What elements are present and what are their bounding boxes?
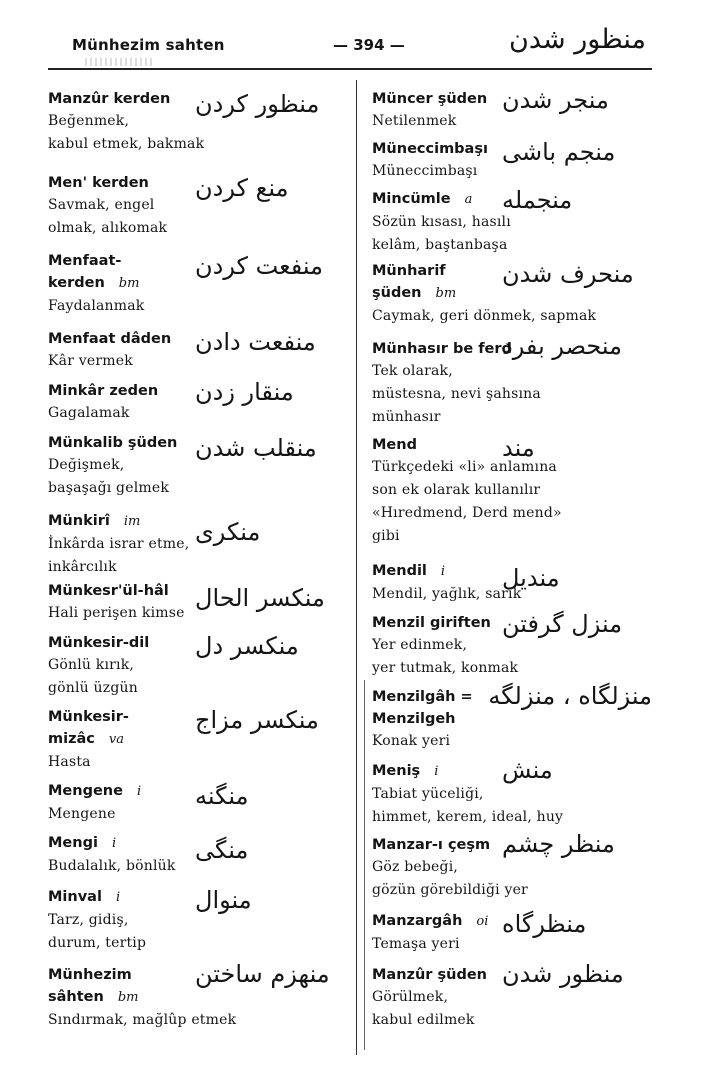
entry-arabic-script: منديل: [502, 564, 560, 592]
dictionary-entry: [372, 964, 487, 1032]
entry-definition-line: münhasır: [372, 409, 441, 425]
entry-arabic-script: منع كردن: [195, 174, 289, 202]
entry-definition-line: Sözün kısası, hasılı: [372, 214, 511, 230]
entry-headword-continued: kerden bm: [48, 275, 140, 291]
entry-arabic-script: منظرگاه: [502, 910, 587, 938]
entry-abbreviation: i: [115, 890, 121, 905]
dictionary-entry: [372, 612, 518, 680]
dictionary-entry: [48, 328, 171, 373]
entry-definition-line: kelâm, baştanbaşa: [372, 237, 508, 253]
entry-definition-line: Görülmek,: [372, 989, 449, 1005]
dictionary-entry: [48, 172, 167, 240]
entry-definition-line: kabul etmek, bakmak: [48, 136, 205, 152]
entry-definition-line: inkârcılık: [48, 559, 117, 575]
dictionary-entry: [48, 510, 189, 579]
entry-arabic-script: منقار زدن: [195, 378, 294, 406]
entry-definition-line: son ek olarak kullanılır: [372, 482, 541, 498]
entry-definition-line: yer tutmak, konmak: [372, 660, 519, 676]
dictionary-entry: [372, 138, 488, 183]
entry-headword-continued: mizâc va: [48, 731, 125, 747]
entry-definition-line: Müneccimbaşı: [372, 163, 478, 179]
entry-definition-line: başaşağı gelmek: [48, 480, 170, 496]
entry-headword: Münkalib şüden: [48, 435, 178, 451]
entry-definition-line: Sındırmak, mağlûp etmek: [48, 1012, 237, 1028]
entry-headword: Müneccimbaşı: [372, 141, 488, 157]
entry-headword: Minval i: [48, 889, 121, 905]
dictionary-entry: [372, 560, 521, 606]
entry-headword: Münkesir-: [48, 709, 129, 725]
entry-headword: Meniş i: [372, 763, 439, 779]
dictionary-entry: [48, 432, 177, 500]
entry-arabic-script: منجم باشى: [502, 138, 616, 166]
dictionary-entry: [372, 188, 511, 257]
entry-definition-line: Hasta: [48, 754, 91, 770]
dictionary-entry: [48, 250, 144, 318]
entry-headword: Menfaat dâden: [48, 331, 172, 347]
entry-definition-line: Yer edinmek,: [372, 637, 468, 653]
entry-arabic-script: منحرف شدن: [502, 260, 634, 288]
dictionary-entry: [48, 380, 158, 425]
entry-definition-line: Mengene: [48, 806, 116, 822]
dictionary-entry: [48, 88, 204, 156]
entry-definition-line: gözün görebildiği yer: [372, 882, 528, 898]
entry-definition-line: Caymak, geri dönmek, sapmak: [372, 308, 597, 324]
entry-headword: Münharif: [372, 263, 446, 279]
entry-abbreviation: i: [440, 564, 446, 579]
entry-abbreviation: va: [108, 732, 125, 747]
entry-arabic-script: منجر شدن: [502, 86, 609, 114]
entry-abbreviation: im: [123, 514, 141, 529]
entry-arabic-script: مند: [502, 434, 535, 462]
entry-arabic-script: منقلب شدن: [195, 434, 317, 462]
entry-definition-line: Türkçedeki «li» anlamına: [372, 459, 557, 475]
entry-definition-line: Beğenmek,: [48, 113, 130, 129]
entry-headword: Mendil i: [372, 563, 446, 579]
page-header: [0, 0, 708, 72]
entry-definition-line: Hali perişen kimse: [48, 605, 185, 621]
entry-headword: Mend: [372, 437, 417, 453]
running-head: Münhezim sahten: [72, 36, 225, 54]
entry-arabic-script: منظور شدن: [502, 960, 624, 988]
entry-definition-line: olmak, alıkomak: [48, 220, 168, 236]
entry-headword: Manzûr kerden: [48, 91, 171, 107]
entry-abbreviation: a: [464, 192, 473, 207]
dictionary-entry: [48, 706, 129, 774]
entry-arabic-script: منوال: [195, 886, 252, 914]
entry-definition-line: gibi: [372, 528, 400, 544]
entry-arabic-script: منزلگاه ، منزلگه: [488, 682, 652, 710]
entry-headword: Mincümle a: [372, 191, 473, 207]
dictionary-entry: [48, 580, 185, 625]
entry-headword: Men' kerden: [48, 175, 149, 191]
entry-definition-line: Konak yeri: [372, 733, 451, 749]
entry-definition-line: Kâr vermek: [48, 353, 133, 369]
page-number: — 394 —: [333, 36, 405, 54]
entry-arabic-script: منظور كردن: [195, 90, 320, 118]
dictionary-entry: [48, 632, 149, 700]
entry-abbreviation: oi: [476, 914, 489, 929]
entry-arabic-script: منكسر مزاج: [195, 706, 319, 734]
entry-abbreviation: i: [111, 836, 117, 851]
entry-definition-line: Göz bebeği,: [372, 859, 459, 875]
entry-headword-continued: şüden bm: [372, 285, 457, 301]
entry-abbreviation: i: [434, 764, 439, 779]
entry-arabic-script: منگنه: [195, 782, 249, 810]
entry-abbreviation: bm: [118, 276, 140, 291]
entry-arabic-script: منكسر الحال: [195, 584, 325, 612]
entry-abbreviation: bm: [117, 990, 139, 1005]
print-smudge: [85, 58, 155, 66]
entry-headword: Menzil giriften: [372, 615, 491, 631]
entry-headword-continued: Menzilgeh: [372, 711, 456, 727]
column-divider-secondary: [364, 680, 365, 1050]
running-head-arabic: منظور شدن: [509, 24, 646, 55]
entry-definition-line: Değişmek,: [48, 457, 125, 473]
entry-arabic-script: منظر چشم: [502, 830, 615, 858]
header-rule: [48, 68, 652, 70]
entry-arabic-script: منكسر دل: [195, 632, 299, 660]
entry-definition-line: Budalalık, bönlük: [48, 858, 176, 874]
entry-headword-continued: sâhten bm: [48, 989, 139, 1005]
entry-arabic-script: منگى: [195, 836, 249, 864]
entry-arabic-script: منفعت دادن: [195, 328, 316, 356]
entry-abbreviation: bm: [435, 286, 457, 301]
entry-headword: Mengi i: [48, 835, 117, 851]
entry-definition-line: «Hıredmend, Derd mend»: [372, 505, 562, 521]
entry-headword: Münhasır be ferd: [372, 341, 512, 357]
entry-headword: Manzar-ı çeşm: [372, 837, 491, 853]
dictionary-entry: [48, 832, 176, 878]
entry-headword: Menfaat-: [48, 253, 122, 269]
dictionary-entry: [48, 886, 146, 955]
entry-headword: Menzilgâh =: [372, 689, 473, 705]
entry-definition-line: İnkârda israr etme,: [48, 536, 190, 552]
entry-definition-line: Savmak, engel: [48, 197, 155, 213]
entry-headword: Manzûr şüden: [372, 967, 487, 983]
entry-arabic-script: منش: [502, 756, 553, 784]
entry-arabic-script: منكرى: [195, 518, 261, 546]
entry-definition-line: gönlü üzgün: [48, 680, 138, 696]
entry-definition-line: müstesna, nevi şahsına: [372, 386, 541, 402]
entry-definition-line: Faydalanmak: [48, 298, 145, 314]
entry-headword: Münkesr'ül-hâl: [48, 583, 169, 599]
entry-headword: Müncer şüden: [372, 91, 488, 107]
entry-arabic-script: منحصر بفرد: [502, 332, 623, 360]
entry-arabic-script: منفعت كردن: [195, 252, 323, 280]
entry-definition-line: himmet, kerem, ideal, huy: [372, 809, 564, 825]
entry-headword: Mengene i: [48, 783, 142, 799]
entry-headword: Manzargâh oi: [372, 913, 489, 929]
entry-headword: Münkirî im: [48, 513, 141, 529]
entry-definition-line: Temaşa yeri: [372, 936, 460, 952]
entry-definition-line: Mendil, yağlık, sarık: [372, 586, 522, 602]
entry-definition-line: kabul edilmek: [372, 1012, 475, 1028]
entry-definition-line: Tabiat yüceliği,: [372, 786, 484, 802]
entry-definition-line: Tek olarak,: [372, 363, 453, 379]
column-divider: [356, 80, 357, 1055]
dictionary-entry: [372, 686, 473, 753]
dictionary-entry: [372, 88, 487, 133]
entry-definition-line: Gagalamak: [48, 405, 130, 421]
entry-definition-line: Tarz, gidiş,: [48, 912, 129, 928]
entry-definition-line: Gönlü kırık,: [48, 657, 135, 673]
dictionary-entry: [48, 780, 141, 826]
entry-definition-line: Netilenmek: [372, 113, 457, 129]
entry-arabic-script: منهزم ساختن: [195, 960, 330, 988]
dictionary-entry: [372, 910, 488, 956]
entry-arabic-script: منزل گرفتن: [502, 610, 623, 638]
entry-abbreviation: i: [136, 784, 142, 799]
entry-headword: Münkesir-dil: [48, 635, 150, 651]
entry-headword: Minkâr zeden: [48, 383, 159, 399]
entry-headword: Münhezim: [48, 967, 132, 983]
entry-arabic-script: منجمله: [502, 186, 573, 214]
entry-definition-line: durum, tertip: [48, 935, 147, 951]
